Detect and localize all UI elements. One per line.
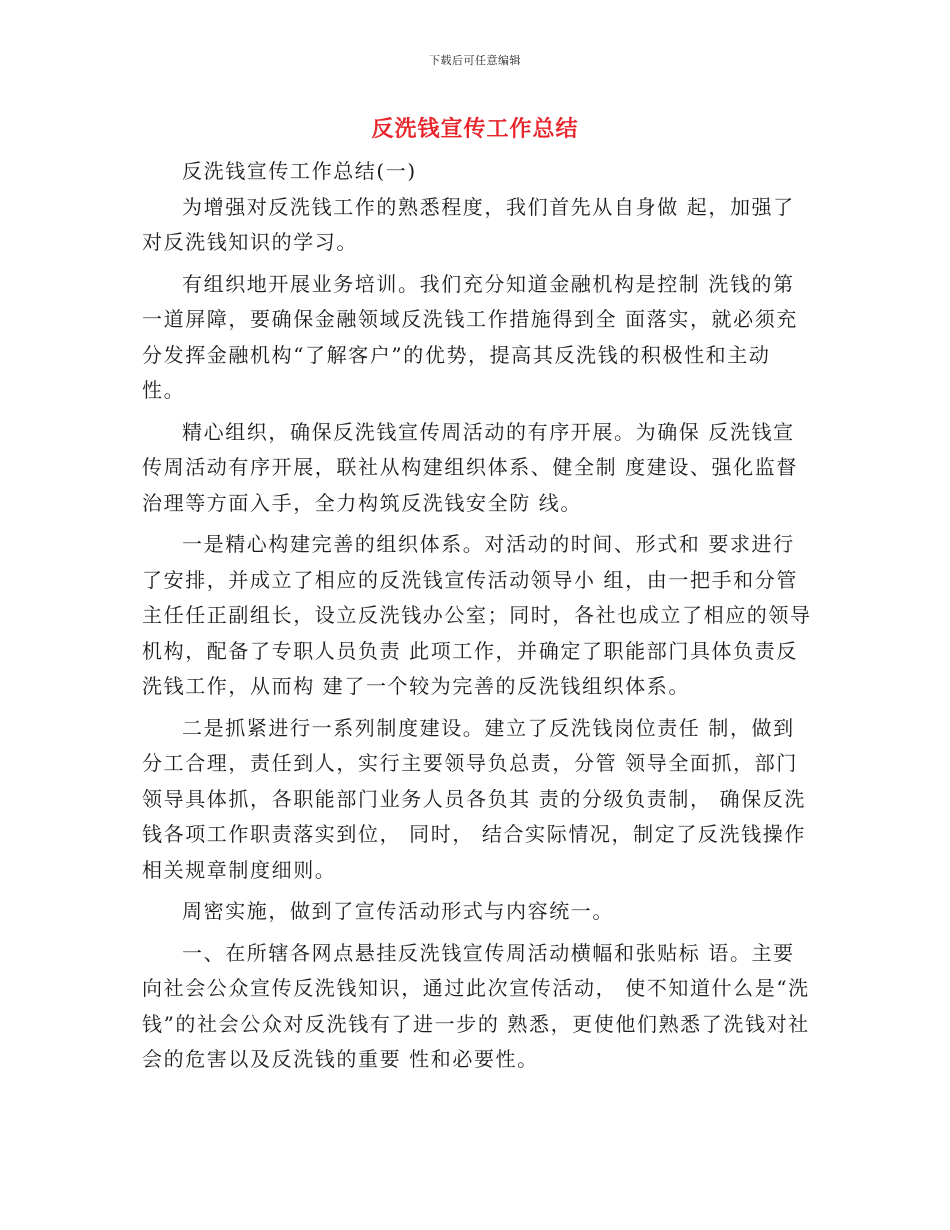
document-title: 反洗钱宣传工作总结: [371, 117, 579, 142]
document-subtitle: 反洗钱宣传工作总结(一): [182, 159, 417, 183]
document-body: [142, 154, 812, 1078]
paragraph-7: 一、在所辖各网点悬挂反洗钱宣传周活动横幅和张贴标 语。主要向社会公众宣传反洗钱知识，通过此次宣传活动， 使不知道什么是“洗钱”的社会公众对反洗钱有了进一步的 熟悉，更使他们熟悉了洗钱对社会的危害以及反洗钱的重要 性和必要性。: [142, 940, 810, 1071]
paragraph-6: 周密实施，做到了宣传活动形式与内容统一。: [182, 899, 614, 923]
paragraph-5: 二是抓紧进行一系列制度建设。建立了反洗钱岗位责任 制，做到分工合理，责任到人，实行主要领导负总责，分管 领导全面抓，部门领导具体抓，各职能部门业务人员各负其 责的分级负责制， 确保反洗钱各项工作职责落实到位， 同时， 结合实际情况，制定了反洗钱操作相关规章制度细则。: [142, 715, 806, 882]
paragraph-3: 精心组织，确保反洗钱宣传周活动的有序开展。为确保 反洗钱宣传周活动有序开展，联社从构建组织体系、健全制 度建设、强化监督治理等方面入手，全力构筑反洗钱安全防 线。: [142, 419, 798, 515]
header-note: 下载后可任意编辑: [429, 54, 521, 67]
paragraph-4: 一是精心构建完善的组织体系。对活动的时间、形式和 要求进行了安排，并成立了相应的反洗钱宣传活动领导小 组，由一把手和分管主任任正副组长，设立反洗钱办公室；同时，各社也成立了相应的领导机构，配备了专职人员负责 此项工作，并确定了职能部门具体负责反洗钱工作，从而构 建了一个较为完善的反洗钱组织体系。: [142, 532, 812, 698]
paragraph-1: 为增强对反洗钱工作的熟悉程度，我们首先从自身做 起，加强了对反洗钱知识的学习。: [142, 194, 795, 254]
paragraph-2: 有组织地开展业务培训。我们充分知道金融机构是控制 洗钱的第一道屏障，要确保金融领域反洗钱工作措施得到全 面落实，就必须充分发挥金融机构“了解客户”的优势，提高其反洗钱的积极性和主动性。: [142, 271, 798, 402]
